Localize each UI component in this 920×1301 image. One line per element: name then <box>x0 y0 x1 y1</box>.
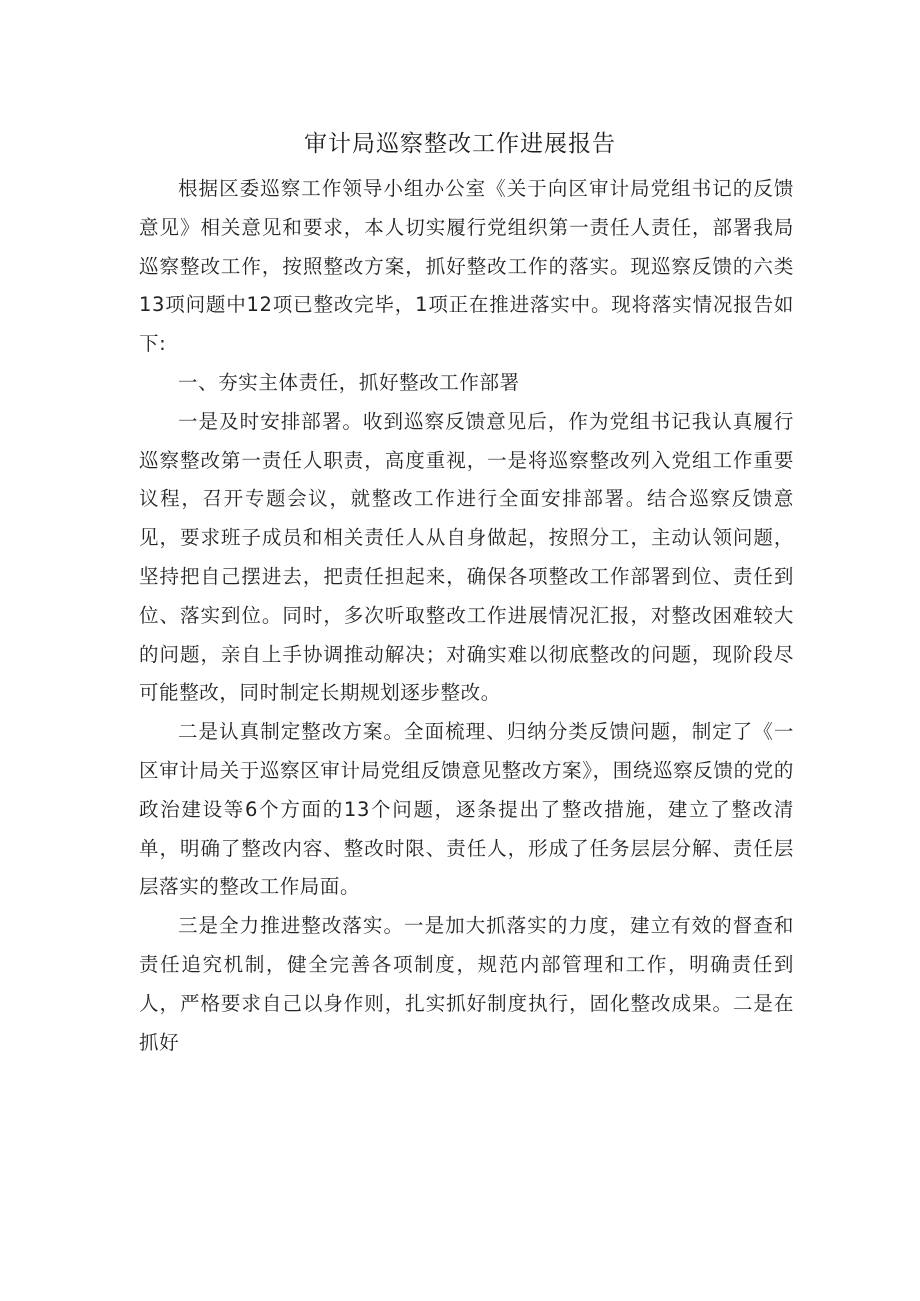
section-heading-1: 一、夯实主体责任，抓好整改工作部署 <box>178 370 520 394</box>
intro-paragraph: 根据区委巡察工作领导小组办公室《关于向区审计局党组书记的反馈意见》相关意见和要求，本人切实履行党组织第一责任人责任，部署我局巡察整改工作，按照整改方案，抓好整改工作的落实。现巡察反馈的六类13项问题中12项已整改完毕，1项正在推进落实中。现将落实情况报告如下: <box>139 177 794 356</box>
paragraph-rectification-plan: 二是认真制定整改方案。全面梳理、归纳分类反馈问题，制定了《一区审计局关于巡察区审计局党组反馈意见整改方案》，围绕巡察反馈的党的政治建设等6个方面的13个问题，逐条提出了整改措施，建立了整改清单，明确了整改内容、整改时限、责任人，形成了任务层层分解、责任层层落实的整改工作局面。 <box>139 720 794 899</box>
paragraph-deployment: 一是及时安排部署。收到巡察反馈意见后，作为党组书记我认真履行巡察整改第一责任人职责，高度重视，一是将巡察整改列入党组工作重要议程，召开专题会议，就整改工作进行全面安排部署。结合巡察反馈意见，要求班子成员和相关责任人从自身做起，按照分工，主动认领问题，坚持把自己摆进去，把责任担起来，确保各项整改工作部署到位、责任到位、落实到位。同时，多次听取整改工作进展情况汇报，对整改困难较大的问题，亲自上手协调推动解决；对确实难以彻底整改的问题，现阶段尽可能整改，同时制定长期规划逐步整改。 <box>139 409 794 705</box>
document-title: 审计局巡察整改工作进展报告 <box>304 131 616 157</box>
paragraph-implementation: 三是全力推进整改落实。一是加大抓落实的力度，建立有效的督查和责任追究机制，健全完善各项制度，规范内部管理和工作，明确责任到人，严格要求自己以身作则，扎实抓好制度执行，固化整改成果。二是在抓好 <box>139 914 794 1054</box>
document-body <box>139 170 794 1062</box>
